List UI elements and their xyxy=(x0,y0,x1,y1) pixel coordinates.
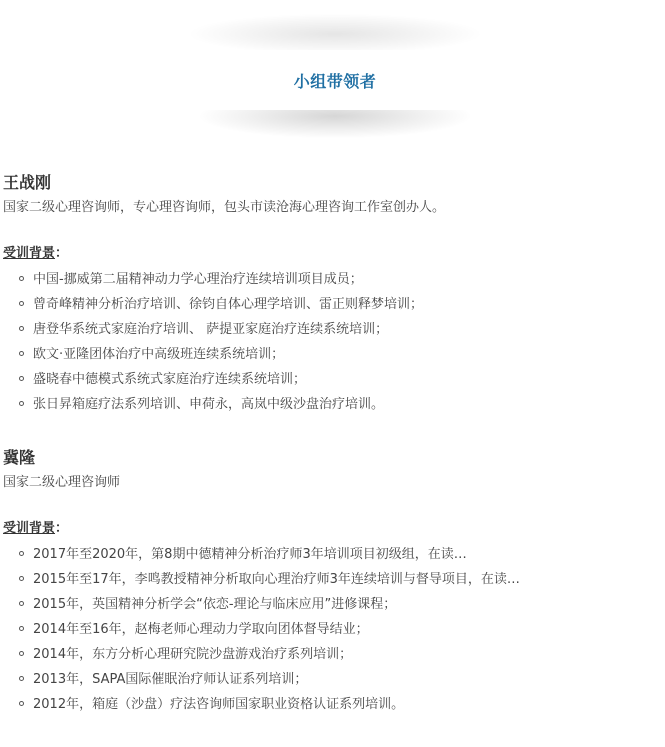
training-heading-colon: ： xyxy=(55,521,69,536)
bullet-icon xyxy=(19,651,24,656)
list-item xyxy=(3,292,658,317)
list-item-text: 2012年，箱庭（沙盘）疗法咨询师国家职业资格认证系列培训。 xyxy=(33,697,405,712)
training-heading-label: 受训背景 xyxy=(3,246,56,261)
list-item-text: 盛晓春中德模式系统式家庭治疗连续系统培训； xyxy=(33,372,307,387)
bullet-icon xyxy=(19,276,24,281)
section-header xyxy=(160,0,510,165)
bullet-icon xyxy=(19,551,24,556)
training-heading xyxy=(3,519,658,539)
leader-title: 国家二级心理咨询师，专心理咨询师，包头市读沧海心理咨询工作室创办人。 xyxy=(3,200,446,215)
bullet-icon xyxy=(19,676,24,681)
bullet-icon xyxy=(19,401,24,406)
list-item xyxy=(3,592,658,617)
list-item-text: 2013年，SAPA国际催眠治疗师认证系列培训； xyxy=(33,672,308,687)
list-item-text: 张日昇箱庭疗法系列培训、申荷永，高岚中级沙盘治疗培训。 xyxy=(33,397,385,412)
list-item-text: 2014年至16年，赵梅老师心理动力学取向团体督导结业； xyxy=(33,622,369,637)
bullet-icon xyxy=(19,701,24,706)
bullet-icon xyxy=(19,326,24,331)
list-item xyxy=(3,367,658,392)
leader-profile-1 xyxy=(3,170,658,417)
list-item xyxy=(3,392,658,417)
list-item xyxy=(3,692,658,717)
list-item xyxy=(3,667,658,692)
list-item-text: 2015年至17年，李鸣教授精神分析取向心理治疗师3年连续培训与督导项目，在读… xyxy=(33,572,520,587)
list-item-text: 2015年，英国精神分析学会“依恋-理论与临床应用”进修课程； xyxy=(33,597,397,612)
leader-profile-2 xyxy=(3,445,658,717)
leader-name: 冀隆 xyxy=(3,448,36,467)
leader-name: 王战刚 xyxy=(3,173,52,192)
bullet-icon xyxy=(19,376,24,381)
list-item-text: 唐登华系统式家庭治疗培训、 萨提亚家庭治疗连续系统培训； xyxy=(33,322,389,337)
bullet-icon xyxy=(19,626,24,631)
leader-title: 国家二级心理咨询师 xyxy=(3,475,121,490)
bullet-icon xyxy=(19,576,24,581)
training-list xyxy=(3,267,658,417)
list-item-text: 2014年，东方分析心理研究院沙盘游戏治疗系列培训； xyxy=(33,647,353,662)
list-item xyxy=(3,267,658,292)
training-heading xyxy=(3,244,658,264)
section-title: 小组带领者 xyxy=(293,71,377,91)
list-item-text: 曾奇峰精神分析治疗培训、徐钧自体心理学培训、雷正则释梦培训； xyxy=(33,297,424,312)
list-item xyxy=(3,642,658,667)
training-heading-colon: ： xyxy=(55,246,69,261)
bullet-icon xyxy=(19,351,24,356)
list-item xyxy=(3,567,658,592)
leaders-content xyxy=(3,170,658,717)
list-item xyxy=(3,342,658,367)
section-title-box xyxy=(160,50,510,110)
list-item-text: 中国-挪威第二届精神动力学心理治疗连续培训项目成员； xyxy=(33,272,363,287)
list-item xyxy=(3,542,658,567)
list-item-text: 欧文·亚隆团体治疗中高级班连续系统培训； xyxy=(33,347,285,362)
list-item xyxy=(3,617,658,642)
training-list xyxy=(3,542,658,717)
training-heading-label: 受训背景 xyxy=(3,521,56,536)
list-item-text: 2017年至2020年，第8期中德精神分析治疗师3年培训项目初级组，在读… xyxy=(33,547,467,562)
list-item xyxy=(3,317,658,342)
header-shadow-top xyxy=(190,14,480,54)
bullet-icon xyxy=(19,601,24,606)
bullet-icon xyxy=(19,301,24,306)
